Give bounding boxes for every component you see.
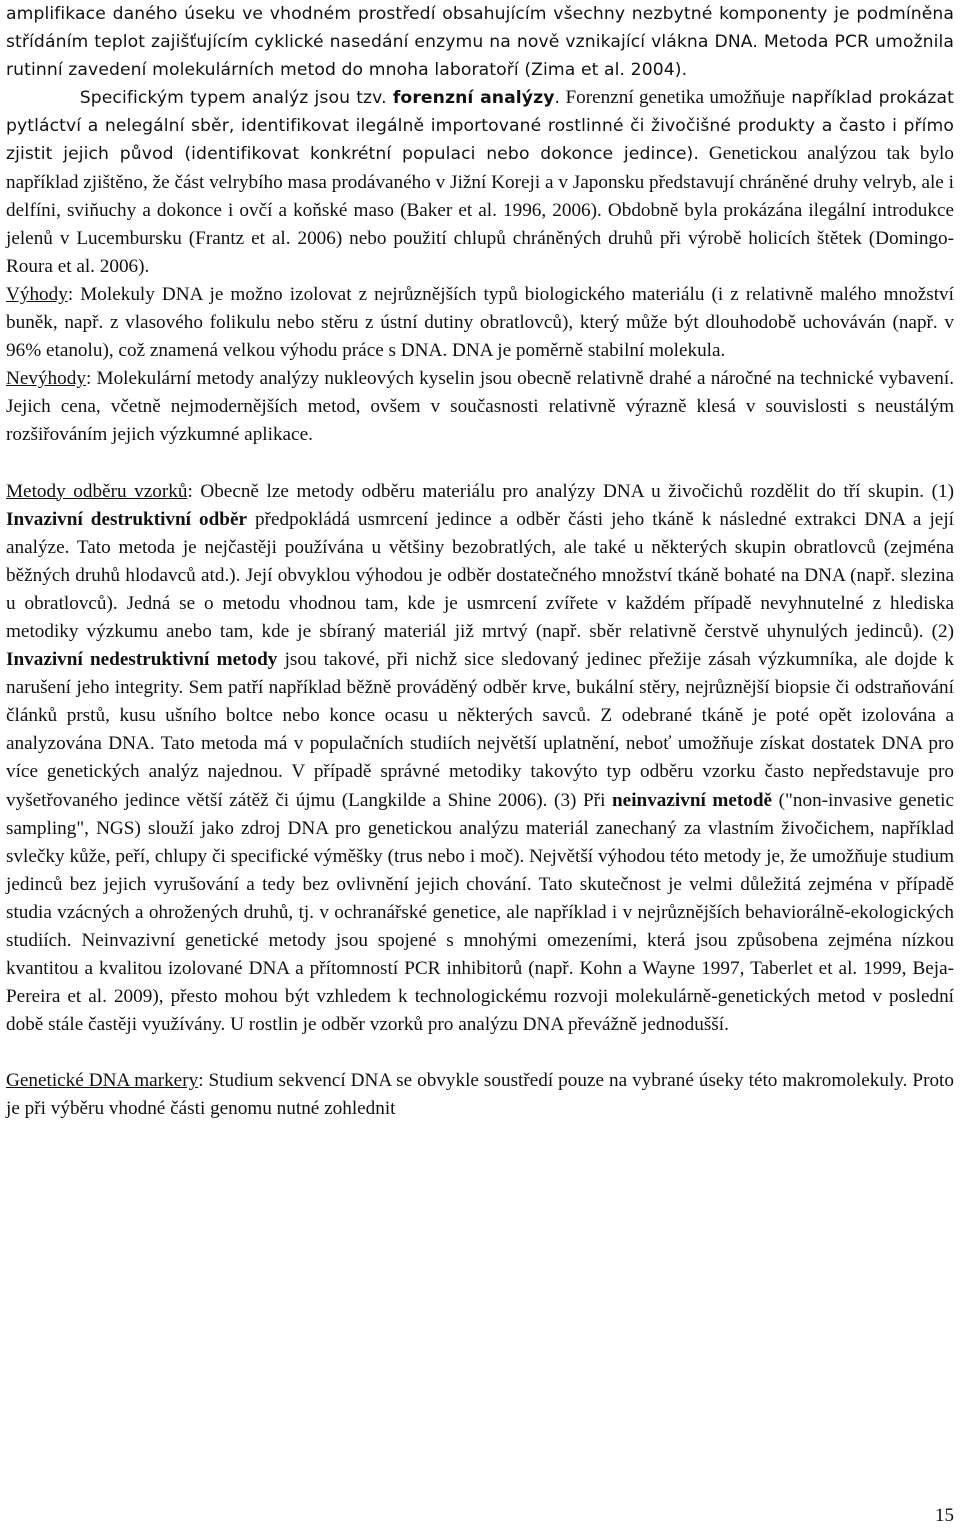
section-heading: Genetické DNA markery bbox=[6, 1070, 199, 1092]
paragraph-forensic bbox=[6, 0, 954, 281]
paragraph-text: Genetickou analýzou tak bylo například zjištěno, že část velrybího masa prodávaného v Jižní Koreji a v Japonsku představují chráněné druhy velryb, ale i delfíni, sviňuchy a dokonce i ovčí a koňské maso (Baker et al. 1996, 2006). Obdobně byla prokázána ilegální introdukce jelenů v Lucembursku (Frantz et al. 2006) nebo použití chlupů chráněných druhů při výrobě holicích štětek (Domingo-Roura et al. 2006). bbox=[6, 143, 954, 277]
bold-term: forenzní analýzy bbox=[392, 88, 555, 109]
paragraph-text: například prokázat pytláctví a nelegální sběr, identifikovat ilegálně importované rostlinné či živočišné produkty a často i přímo zjistit jejich původ (identifikovat konkrétní populaci nebo dokonce jedince). bbox=[6, 88, 954, 165]
bold-term: Invazivní nedestruktivní metody bbox=[6, 649, 278, 671]
paragraph-text: Specifickým typem analýz jsou tzv. bbox=[79, 88, 393, 109]
bold-term: neinvazivní metodě bbox=[612, 789, 773, 811]
paragraph-disadvantages bbox=[6, 365, 954, 449]
paragraph-advantages bbox=[6, 281, 954, 365]
section-heading: Metody odběru vzorků bbox=[6, 480, 188, 502]
section-heading: Nevýhody bbox=[6, 368, 86, 390]
paragraph-text: : Obecně lze metody odběru materiálu pro analýzy DNA u živočichů rozdělit do tří skupin. (1) bbox=[187, 480, 954, 502]
paragraph-text bbox=[6, 88, 80, 108]
paragraph-text: : Molekuly DNA je možno izolovat z nejrůznějších typů biologického materiálu (i z relativně malého množství buněk, např. z vlasového folikulu nebo stěru z ústní dutiny obratlovců), který může být dlouhodobě uchováván (např. v 96% etanolu), což znamená velkou výhodu práce s DNA. DNA je poměrně stabilní molekula. bbox=[6, 283, 954, 362]
document-page bbox=[6, 0, 954, 1124]
paragraph-markers bbox=[6, 1067, 954, 1123]
paragraph-text: : Molekulární metody analýzy nukleových kyselin jsou obecně relativně drahé a náročné na technické vybavení. Jejich cena, včetně nejmodernějších metod, ovšem v současnosti relativně výrazně klesá v souvislosti s neustálým rozšiřováním jejich výzkumné aplikace. bbox=[6, 368, 954, 446]
paragraph-text: Forenzní genetika umožňuje bbox=[560, 87, 786, 109]
paragraph-text: . bbox=[554, 88, 561, 109]
paragraph-sampling bbox=[6, 478, 954, 1040]
paragraph-text: amplifikace daného úseku ve vhodném prostředí obsahujícím všechny nezbytné komponenty je podmíněna střídáním teplot zajišťujícím cyklické nasedání enzymu na nově vznikající vlákna DNA. Metoda PCR umožnila rutinní zavedení molekulárních metod do mnoha laboratoří (Zima et al. 2004). bbox=[6, 4, 954, 81]
paragraph-text: předpokládá usmrcení jedince a odběr části jeho tkáně k následné extrakci DNA a její analýze. Tato metoda je nejčastěji používána u většiny bezobratlých, ale také u některých skupin obratlovců (zejména běžných druhů hlodavců atd.). Její obvyklou výhodou je odběr dostatečného množství tkáně bohaté na DNA (např. slezina u obratlovců). Jedná se o metodu vhodnou tam, kde je usmrcení zvířete v každém případě nevyhnutelné z hlediska metodiky výzkumu anebo tam, kde je sbíraný materiál již mrtvý (např. sběr relativně čerstvě uhynulých jedinců). (2) bbox=[6, 508, 954, 642]
bold-term: Invazivní destruktivní odběr bbox=[6, 508, 248, 530]
page-number: 15 bbox=[935, 1505, 954, 1526]
paragraph-text: : Studium sekvencí DNA se obvykle soustředí pouze na vybrané úseky této makromolekuly. Proto je při výběru vhodné části genomu nutné zohlednit bbox=[6, 1070, 954, 1120]
paragraph-text: jsou takové, při nichž sice sledovaný jedinec přežije zásah výzkumníka, ale dojde k narušení jeho integrity. Sem patří například běžně prováděný odběr krve, bukální stěry, nejrůznější biopsie či odstraňování článků prstů, kusu ušního boltce nebo konce ocasu u některých savců. Z odebrané tkáně je poté opět izolována a analyzována DNA. Tato metoda má v populačních studiích největší uplatnění, neboť umožňuje získat dostatek DNA pro více genetických analýz najednou. V případě správné metodiky takovýto typ odběru vzorku často nepředstavuje pro vyšetřovaného jedince větší zátěž či újmu (Langkilde a Shine 2006). (3) Při bbox=[6, 649, 954, 811]
paragraph-text: ("non-invasive genetic sampling", NGS) slouží jako zdroj DNA pro genetickou analýzu materiál zanechaný za vlastním živočichem, například svlečky kůže, peří, chlupy či specifické výměšky (trus nebo i moč). Největší výhodou této metody je, že umožňuje studium jedinců bez jejich vyrušování a tedy bez ovlivnění jejich chování. Tato skutečnost je velmi důležitá zejména v případě studia vzácných a ohrožených druhů, tj. v ochranářské genetice, ale například i v nejrůznějších behaviorálně-ekologických studiích. Neinvazivní genetické metody jsou spojené s mnohými omezeními, která jsou způsobena zejména nízkou kvantitou a kvalitou izolované DNA a přítomností PCR inhibitorů (např. Kohn a Wayne 1997, Taberlet et al. 1999, Beja-Pereira et al. 2009), přesto mohou být vzhledem k technologickému rozvoji molekulárně-genetických metod v poslední době stále častěji využívány. U rostlin je odběr vzorků pro analýzu DNA převážně jednodušší. bbox=[6, 789, 954, 1036]
section-heading: Výhody bbox=[6, 283, 68, 305]
